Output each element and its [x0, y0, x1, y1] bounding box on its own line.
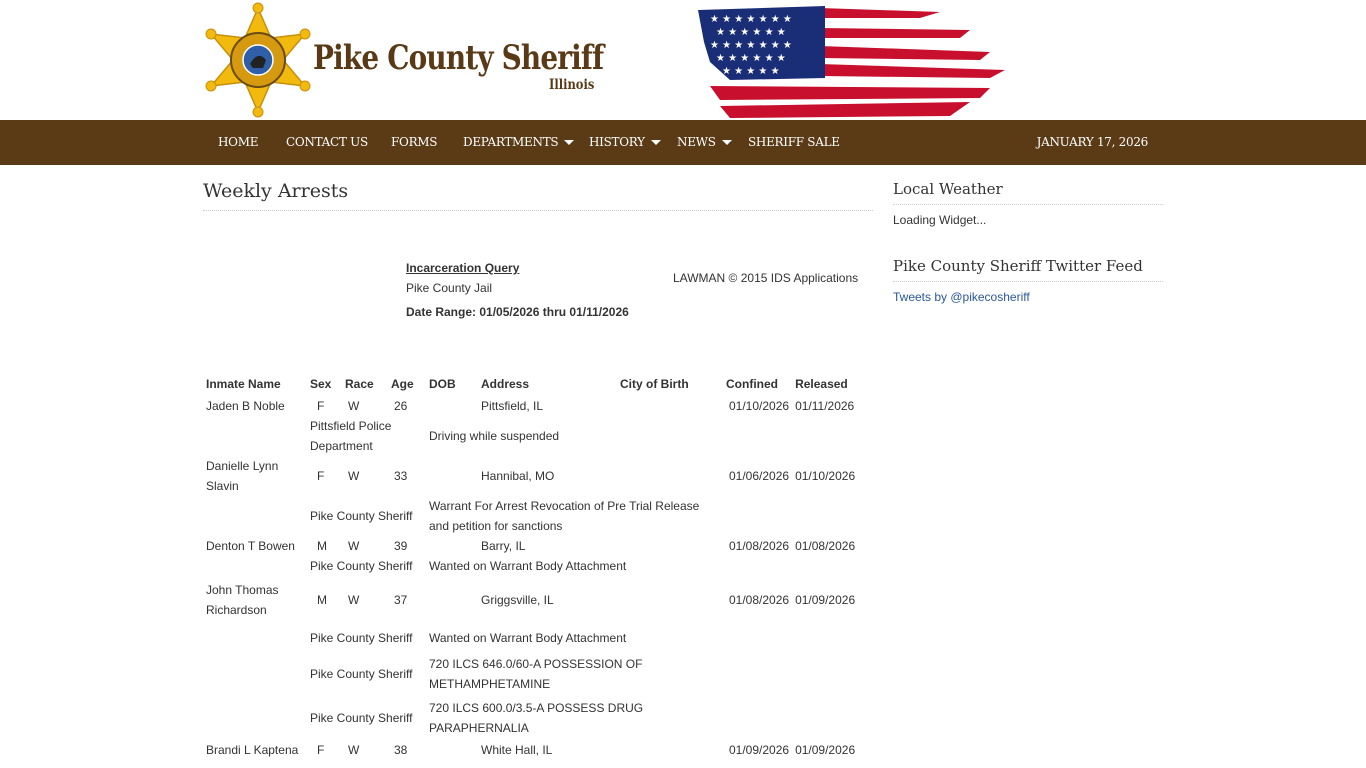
- nav-history[interactable]: [589, 120, 661, 165]
- race: W: [348, 399, 360, 413]
- charge-description: Wanted on Warrant Body Attachment: [429, 631, 627, 645]
- col-released: Released: [795, 377, 848, 391]
- arresting-agency: Pittsfield Police Department: [310, 419, 392, 453]
- nav-label: DEPARTMENTS: [463, 135, 559, 149]
- charge-description: Wanted on Warrant Body Attachment: [429, 559, 627, 573]
- table-row: [203, 396, 862, 416]
- confined-date: 01/06/2026: [729, 469, 790, 483]
- lawman-copyright: LAWMAN © 2015 IDS Applications: [673, 271, 859, 285]
- charge-description: Driving while suspended: [429, 429, 560, 443]
- arresting-agency: Pike County Sheriff: [310, 667, 413, 681]
- dob: [426, 536, 478, 556]
- inmate-name: Danielle Lynn Slavin: [206, 459, 279, 493]
- twitter-feed-link[interactable]: Tweets by @pikecosheriff: [893, 290, 1030, 304]
- arrests-table: [203, 372, 862, 760]
- arresting-agency: Pike County Sheriff: [310, 559, 413, 573]
- charge-row: [203, 652, 862, 696]
- sex: M: [317, 593, 327, 607]
- confined-date: 01/09/2026: [729, 743, 790, 757]
- sidebar: [893, 180, 1163, 304]
- nav-news[interactable]: [677, 120, 732, 165]
- table-header-row: [203, 372, 862, 396]
- svg-text:★ ★ ★ ★ ★ ★ ★: ★ ★ ★ ★ ★ ★ ★: [710, 14, 792, 25]
- site-header: [0, 0, 1366, 120]
- nav-label: NEWS: [677, 135, 716, 149]
- dob: [426, 576, 478, 624]
- col-sex: Sex: [310, 377, 332, 391]
- svg-text:★ ★ ★ ★ ★ ★: ★ ★ ★ ★ ★ ★: [716, 27, 786, 38]
- col-city-of-birth: City of Birth: [620, 377, 689, 391]
- nav-home[interactable]: [218, 120, 258, 165]
- charge-description: 720 ILCS 646.0/60-A POSSESSION OF METHAMPHETAMINE: [429, 657, 643, 691]
- released-date: 01/08/2026: [795, 539, 856, 553]
- released-date: 01/09/2026: [795, 743, 856, 757]
- confined-date: 01/10/2026: [729, 399, 790, 413]
- sex: M: [317, 539, 327, 553]
- nav-label: CONTACT US: [286, 135, 368, 149]
- arresting-agency: Pike County Sheriff: [310, 509, 413, 523]
- charge-row: [203, 496, 862, 536]
- address: Griggsville, IL: [481, 593, 554, 607]
- nav-departments[interactable]: [463, 120, 574, 165]
- confined-date: 01/08/2026: [729, 593, 790, 607]
- nav-label: FORMS: [391, 135, 438, 149]
- charge-description: 720 ILCS 600.0/3.5-A POSSESS DRUG PARAPHERNALIA: [429, 701, 644, 735]
- address: White Hall, IL: [481, 743, 553, 757]
- col-race: Race: [345, 377, 374, 391]
- sheriff-star-badge-icon: [203, 2, 313, 118]
- charge-row: [203, 416, 862, 456]
- sex: F: [317, 743, 325, 757]
- table-row: [203, 740, 862, 760]
- arresting-agency: Pike County Sheriff: [310, 631, 413, 645]
- charge-row: [203, 624, 862, 652]
- city-of-birth: [617, 576, 723, 624]
- chevron-down-icon: [722, 140, 732, 145]
- nav-label: SHERIFF SALE: [748, 135, 840, 149]
- table-row: [203, 536, 862, 556]
- inmate-name: Denton T Bowen: [206, 539, 295, 553]
- nav-label: HOME: [218, 135, 259, 149]
- svg-text:★ ★ ★ ★ ★ ★ ★: ★ ★ ★ ★ ★ ★ ★: [710, 40, 792, 51]
- nav-sheriff-sale[interactable]: [748, 120, 840, 165]
- released-date: 01/11/2026: [795, 399, 855, 413]
- dob: [426, 456, 478, 496]
- inmate-name: Jaden B Noble: [206, 399, 285, 413]
- col-address: Address: [481, 377, 530, 391]
- weather-title: Local Weather: [893, 180, 1163, 205]
- age: 26: [394, 399, 408, 413]
- current-date: JANUARY 17, 2026: [1036, 135, 1148, 149]
- american-flag-image: [690, 2, 1005, 120]
- col-dob: DOB: [429, 377, 456, 391]
- site-logo[interactable]: [203, 0, 603, 120]
- race: W: [348, 469, 360, 483]
- race: W: [348, 593, 360, 607]
- city-of-birth: [617, 536, 723, 556]
- col-inmate-name: Inmate Name: [206, 377, 281, 391]
- site-subtitle: Illinois: [549, 77, 595, 93]
- released-date: 01/09/2026: [795, 593, 856, 607]
- svg-text:★ ★ ★ ★ ★: ★ ★ ★ ★ ★: [722, 66, 780, 77]
- nav-forms[interactable]: [391, 120, 437, 165]
- col-confined: Confined: [726, 377, 778, 391]
- site-title: Pike County Sheriff: [313, 38, 604, 78]
- dob: [426, 740, 478, 760]
- main-nav: [0, 120, 1366, 165]
- table-row: [203, 456, 862, 496]
- confined-date: 01/08/2026: [729, 539, 790, 553]
- sex: F: [317, 469, 325, 483]
- query-date-range: Date Range: 01/05/2026 thru 01/11/2026: [406, 305, 629, 319]
- weather-widget-loading: Loading Widget...: [893, 213, 987, 227]
- svg-text:★ ★ ★ ★ ★ ★: ★ ★ ★ ★ ★ ★: [716, 53, 786, 64]
- race: W: [348, 539, 360, 553]
- query-jail: Pike County Jail: [406, 281, 493, 295]
- city-of-birth: [617, 396, 723, 416]
- dob: [426, 396, 478, 416]
- table-row: [203, 576, 862, 624]
- address: Hannibal, MO: [481, 469, 555, 483]
- nav-label: HISTORY: [589, 135, 645, 149]
- age: 33: [394, 469, 408, 483]
- charge-row: [203, 556, 862, 576]
- main-content: [203, 180, 873, 371]
- inmate-name: John Thomas Richardson: [206, 583, 279, 617]
- inmate-name: Brandi L Kaptena: [206, 743, 299, 757]
- col-age: Age: [391, 377, 414, 391]
- released-date: 01/10/2026: [795, 469, 856, 483]
- charge-row: [203, 696, 862, 740]
- address: Pittsfield, IL: [481, 399, 544, 413]
- page-title: Weekly Arrests: [203, 180, 873, 211]
- sex: F: [317, 399, 325, 413]
- nav-contact-us[interactable]: [286, 120, 368, 165]
- address: Barry, IL: [481, 539, 526, 553]
- race: W: [348, 743, 360, 757]
- arresting-agency: Pike County Sheriff: [310, 711, 413, 725]
- query-title: Incarceration Query: [406, 261, 520, 275]
- city-of-birth: [617, 740, 723, 760]
- chevron-down-icon: [564, 140, 574, 145]
- charge-description: Warrant For Arrest Revocation of Pre Trial Release and petition for sanctions: [429, 499, 700, 533]
- chevron-down-icon: [651, 140, 661, 145]
- age: 38: [394, 743, 408, 757]
- age: 39: [394, 539, 408, 553]
- age: 37: [394, 593, 408, 607]
- city-of-birth: [617, 456, 723, 496]
- query-header: [203, 211, 873, 371]
- twitter-feed-title: Pike County Sheriff Twitter Feed: [893, 257, 1163, 282]
